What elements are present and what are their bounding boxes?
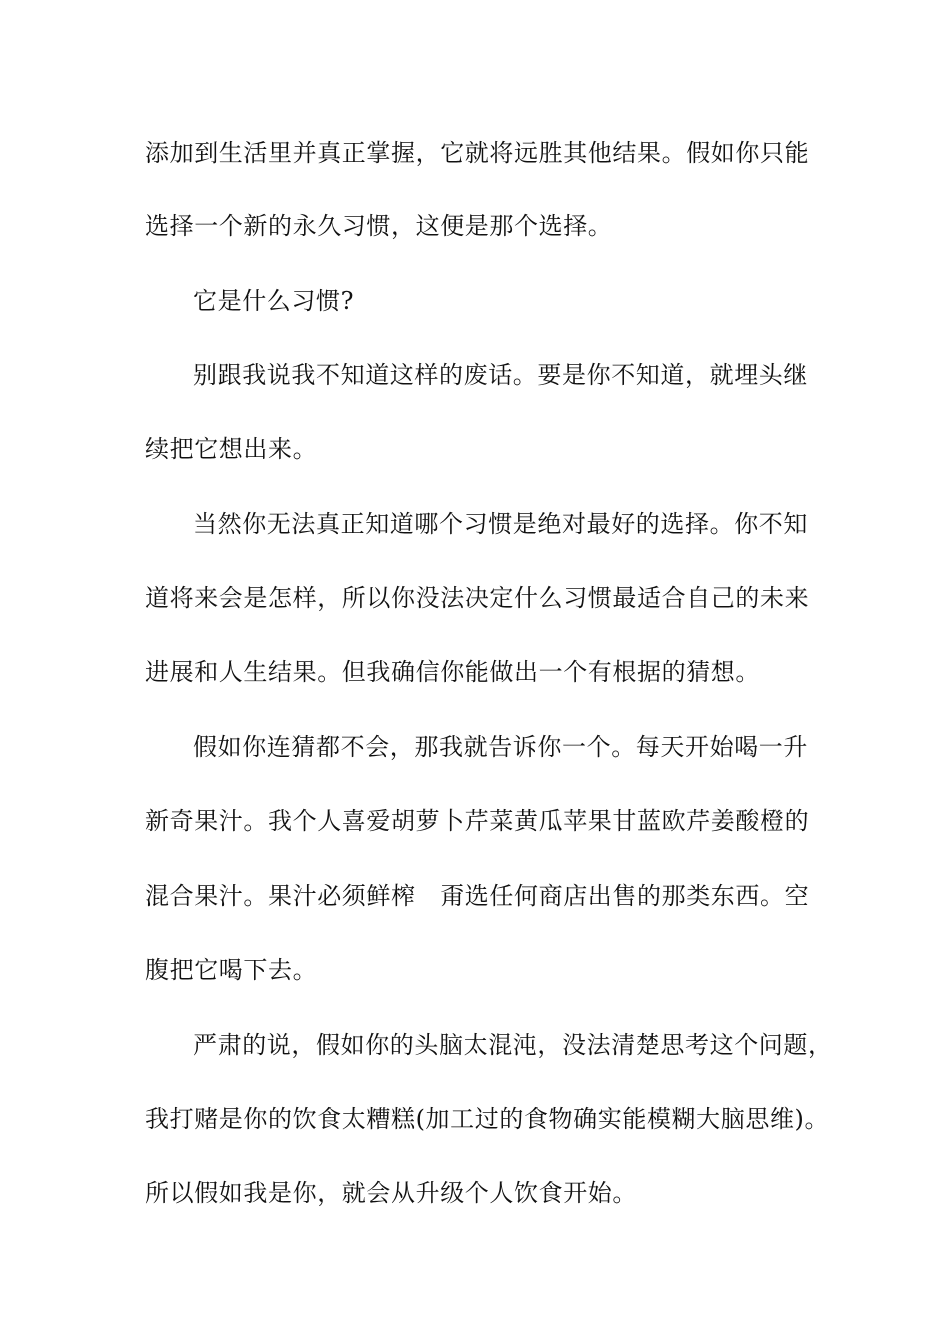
text-line: 假如你连猜都不会，那我就告诉你一个。每天开始喝一升 <box>193 733 808 761</box>
text-line: 道将来会是怎样，所以你没法决定什么习惯最适合自己的未来 <box>145 584 810 612</box>
text-line: 新奇果汁。我个人喜爱胡萝卜芹菜黄瓜苹果甘蓝欧芹姜酸橙的 <box>145 807 810 835</box>
text-line: 我打赌是你的饮食太糟糕(加工过的食物确实能模糊大脑思维)。 <box>145 1105 830 1133</box>
text-line: 续把它想出来。 <box>145 435 318 463</box>
text-line: 所以假如我是你，就会从升级个人饮食开始。 <box>145 1179 637 1207</box>
text-line: 进展和人生结果。但我确信你能做出一个有根据的猜想。 <box>145 658 760 686</box>
text-line: 它是什么习惯? <box>193 287 355 315</box>
text-line: 别跟我说我不知道这样的废话。要是你不知道，就埋头继 <box>193 361 808 389</box>
text-line: 腹把它喝下去。 <box>145 956 318 984</box>
text-line: 混合果汁。果汁必须鲜榨 甭选任何商店出售的那类东西。空 <box>145 882 810 910</box>
text-line: 严肃的说，假如你的头脑太混沌，没法清楚思考这个问题， <box>193 1031 833 1059</box>
text-line: 当然你无法真正知道哪个习惯是绝对最好的选择。你不知 <box>193 510 808 538</box>
text-line: 添加到生活里并真正掌握，它就将远胜其他结果。假如你只能 <box>145 139 810 167</box>
text-line: 选择一个新的永久习惯，这便是那个选择。 <box>145 212 613 240</box>
